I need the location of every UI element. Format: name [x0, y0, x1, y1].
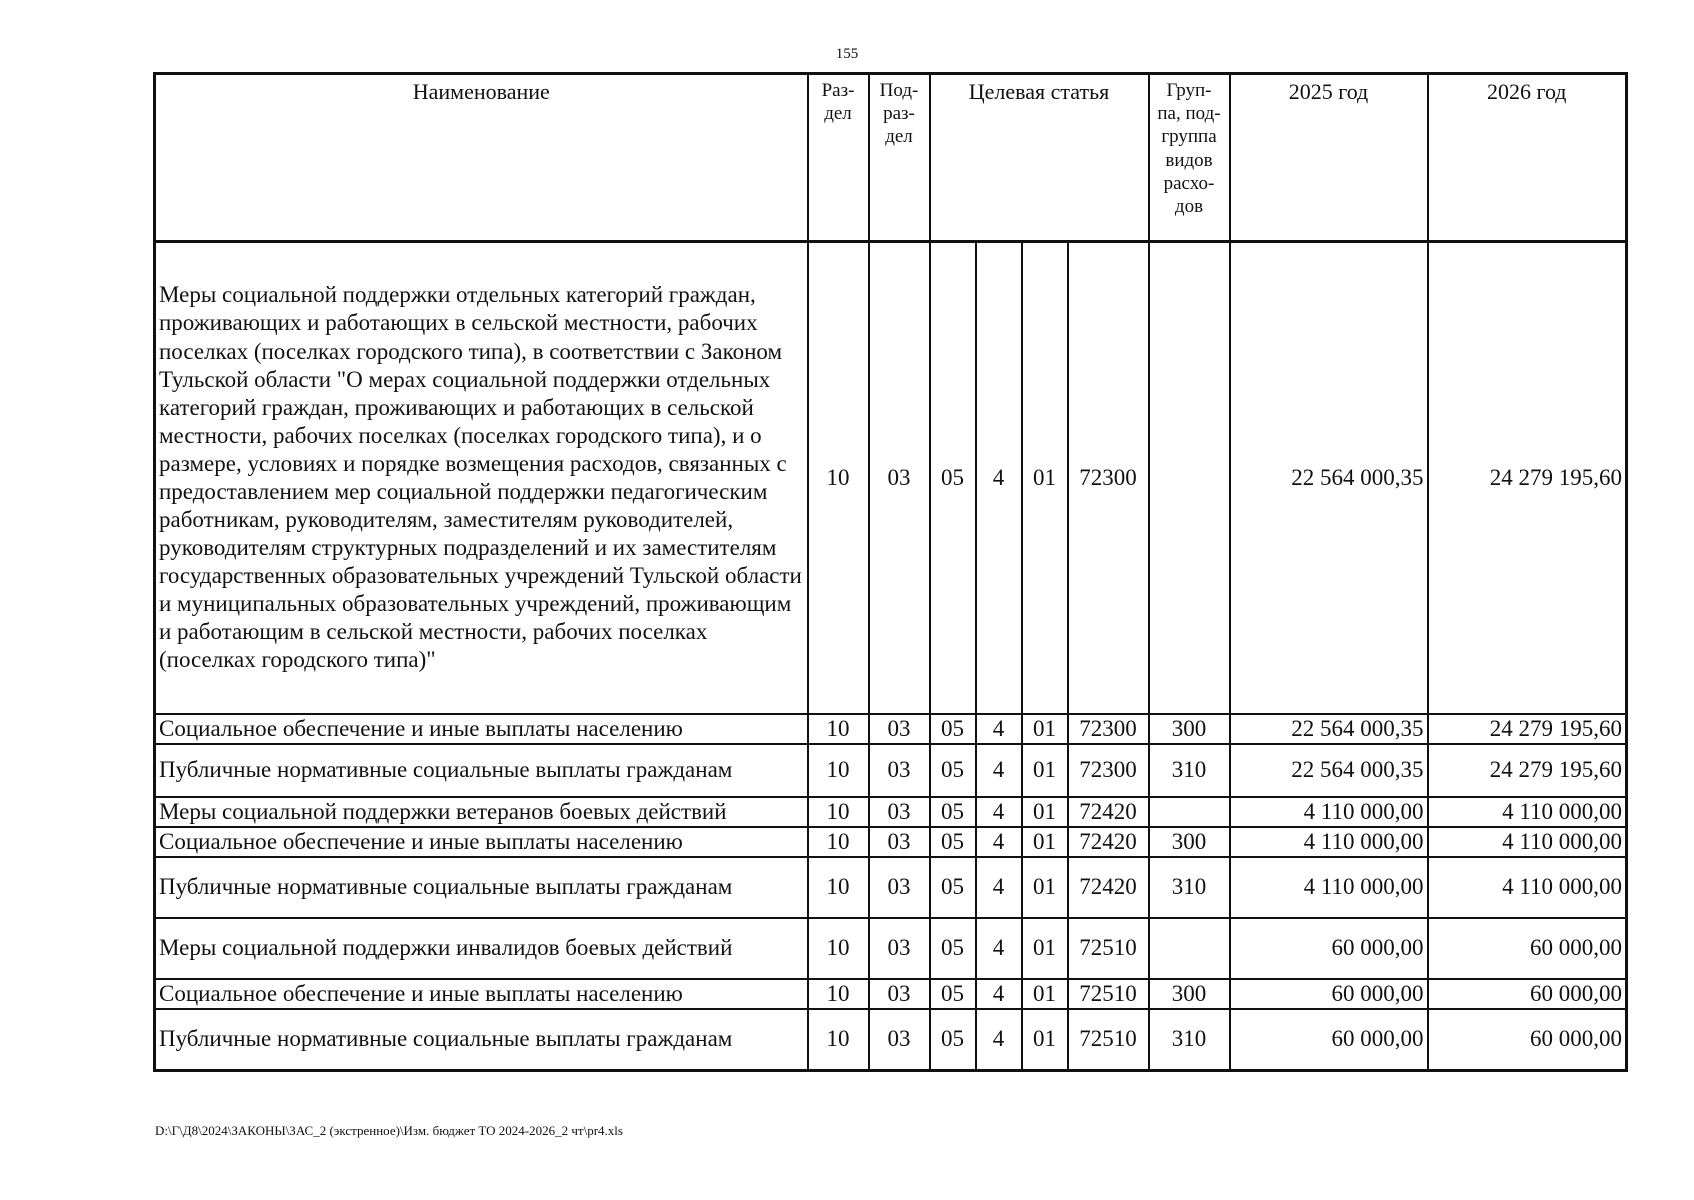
row-name: Публичные нормативные социальные выплаты гражданам — [155, 1009, 808, 1071]
row-amount-2025: 60 000,00 — [1230, 1009, 1428, 1071]
row-name: Меры социальной поддержки ветеранов боевых действий — [155, 797, 808, 827]
table-row — [155, 979, 1627, 1009]
row-target-2: 4 — [976, 242, 1022, 714]
row-target-2: 4 — [976, 797, 1022, 827]
row-amount-2026: 24 279 195,60 — [1428, 242, 1627, 714]
table-row — [155, 918, 1627, 979]
row-target-4: 72420 — [1068, 827, 1149, 857]
row-target-2: 4 — [976, 857, 1022, 918]
row-target-4: 72510 — [1068, 1009, 1149, 1071]
row-group: 300 — [1149, 827, 1230, 857]
row-razdel: 10 — [808, 242, 869, 714]
table-row — [155, 857, 1627, 918]
row-amount-2025: 4 110 000,00 — [1230, 857, 1428, 918]
table-row — [155, 714, 1627, 744]
row-name: Меры социальной поддержки отдельных категорий граждан, проживающих и работающих в сельской местности, рабочих поселках (поселках городского типа), в соответствии с Законом Тульской области "О мерах социальной поддержки отдельных категорий граждан, проживающих и работающих в сельской местности, рабочих поселках (поселках городского типа), и о размере, условиях и порядке возмещения расходов, связанных с предоставлением мер социальной поддержки педагогическим работникам, руководителям, заместителям руководителей, руководителям структурных подразделений и их заместителям государственных образовательных учреждений Тульской области и муниципальных образовательных учреждений, проживающим и работающим в сельской местности, рабочих поселках (поселках городского типа)" — [155, 242, 808, 714]
row-group: 310 — [1149, 857, 1230, 918]
row-target-1: 05 — [930, 744, 976, 797]
row-podrazdel: 03 — [869, 918, 930, 979]
row-target-1: 05 — [930, 918, 976, 979]
row-podrazdel: 03 — [869, 857, 930, 918]
row-amount-2026: 4 110 000,00 — [1428, 857, 1627, 918]
row-name: Публичные нормативные социальные выплаты гражданам — [155, 744, 808, 797]
row-target-3: 01 — [1022, 242, 1068, 714]
row-amount-2025: 60 000,00 — [1230, 918, 1428, 979]
header-target-article: Целевая статья — [930, 74, 1149, 242]
row-name: Меры социальной поддержки инвалидов боевых действий — [155, 918, 808, 979]
row-name: Публичные нормативные социальные выплаты гражданам — [155, 857, 808, 918]
row-podrazdel: 03 — [869, 979, 930, 1009]
row-podrazdel: 03 — [869, 827, 930, 857]
header-razdel: Раз- дел — [808, 74, 869, 242]
row-target-1: 05 — [930, 979, 976, 1009]
row-target-1: 05 — [930, 714, 976, 744]
row-target-4: 72300 — [1068, 714, 1149, 744]
header-year-2025: 2025 год — [1230, 74, 1428, 242]
row-amount-2026: 24 279 195,60 — [1428, 744, 1627, 797]
row-group: 310 — [1149, 1009, 1230, 1071]
row-group — [1149, 242, 1230, 714]
table-row — [155, 1009, 1627, 1071]
row-amount-2026: 24 279 195,60 — [1428, 714, 1627, 744]
row-target-2: 4 — [976, 1009, 1022, 1071]
row-target-3: 01 — [1022, 827, 1068, 857]
row-podrazdel: 03 — [869, 714, 930, 744]
row-target-3: 01 — [1022, 797, 1068, 827]
row-target-3: 01 — [1022, 714, 1068, 744]
header-year-2026: 2026 год — [1428, 74, 1627, 242]
row-target-3: 01 — [1022, 979, 1068, 1009]
row-target-2: 4 — [976, 918, 1022, 979]
row-podrazdel: 03 — [869, 1009, 930, 1071]
row-podrazdel: 03 — [869, 744, 930, 797]
table-row — [155, 744, 1627, 797]
table-header-row — [155, 74, 1627, 242]
row-amount-2026: 4 110 000,00 — [1428, 797, 1627, 827]
row-target-3: 01 — [1022, 744, 1068, 797]
row-razdel: 10 — [808, 918, 869, 979]
row-target-2: 4 — [976, 979, 1022, 1009]
header-expense-group: Груп- па, под- группа видов расхо- дов — [1149, 74, 1230, 242]
row-razdel: 10 — [808, 979, 869, 1009]
table-row — [155, 242, 1627, 714]
row-name: Социальное обеспечение и иные выплаты населению — [155, 979, 808, 1009]
row-target-3: 01 — [1022, 857, 1068, 918]
row-amount-2025: 22 564 000,35 — [1230, 714, 1428, 744]
row-podrazdel: 03 — [869, 242, 930, 714]
row-target-3: 01 — [1022, 1009, 1068, 1071]
row-razdel: 10 — [808, 1009, 869, 1071]
row-razdel: 10 — [808, 744, 869, 797]
row-amount-2026: 60 000,00 — [1428, 979, 1627, 1009]
row-amount-2025: 4 110 000,00 — [1230, 797, 1428, 827]
row-target-1: 05 — [930, 857, 976, 918]
budget-table — [153, 72, 1628, 1072]
row-group — [1149, 918, 1230, 979]
page-number: 155 — [835, 46, 859, 62]
row-amount-2026: 4 110 000,00 — [1428, 827, 1627, 857]
row-amount-2025: 22 564 000,35 — [1230, 242, 1428, 714]
row-amount-2025: 22 564 000,35 — [1230, 744, 1428, 797]
row-group: 300 — [1149, 979, 1230, 1009]
header-podrazdel: Под- раз- дел — [869, 74, 930, 242]
row-name: Социальное обеспечение и иные выплаты населению — [155, 714, 808, 744]
row-razdel: 10 — [808, 827, 869, 857]
row-target-1: 05 — [930, 242, 976, 714]
row-target-1: 05 — [930, 797, 976, 827]
row-razdel: 10 — [808, 714, 869, 744]
row-group — [1149, 797, 1230, 827]
row-name: Социальное обеспечение и иные выплаты населению — [155, 827, 808, 857]
row-target-2: 4 — [976, 827, 1022, 857]
row-amount-2026: 60 000,00 — [1428, 1009, 1627, 1071]
table-row — [155, 827, 1627, 857]
row-group: 310 — [1149, 744, 1230, 797]
row-razdel: 10 — [808, 797, 869, 827]
row-target-4: 72300 — [1068, 744, 1149, 797]
row-target-2: 4 — [976, 744, 1022, 797]
row-amount-2026: 60 000,00 — [1428, 918, 1627, 979]
row-target-4: 72420 — [1068, 797, 1149, 827]
footer-file-path: D:\Г\Д8\2024\ЗАКОНЫ\ЗАС_2 (экстренное)\Изм. бюджет ТО 2024-2026_2 чт\pr4.xls — [155, 1123, 623, 1138]
row-razdel: 10 — [808, 857, 869, 918]
row-target-1: 05 — [930, 1009, 976, 1071]
row-amount-2025: 4 110 000,00 — [1230, 827, 1428, 857]
table-row — [155, 797, 1627, 827]
row-target-4: 72510 — [1068, 979, 1149, 1009]
row-target-4: 72300 — [1068, 242, 1149, 714]
row-target-3: 01 — [1022, 918, 1068, 979]
row-target-1: 05 — [930, 827, 976, 857]
row-amount-2025: 60 000,00 — [1230, 979, 1428, 1009]
row-target-4: 72420 — [1068, 857, 1149, 918]
row-target-2: 4 — [976, 714, 1022, 744]
row-target-4: 72510 — [1068, 918, 1149, 979]
row-podrazdel: 03 — [869, 797, 930, 827]
row-group: 300 — [1149, 714, 1230, 744]
header-name: Наименование — [155, 74, 808, 242]
